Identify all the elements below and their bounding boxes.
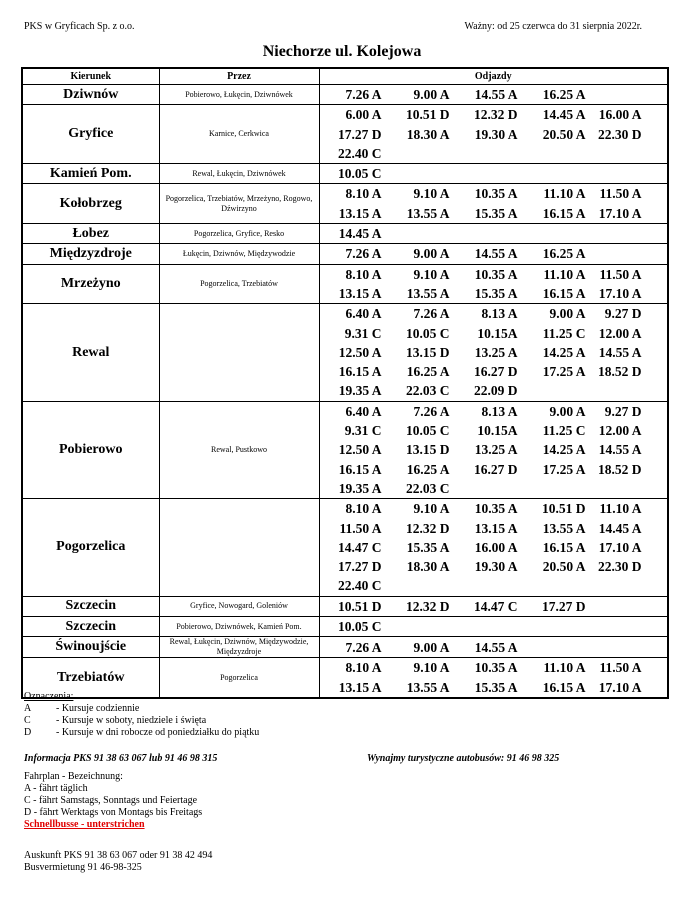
departure-time: 17.27 D — [542, 598, 586, 614]
departure-time: 9.10 A — [413, 660, 450, 676]
departure-time: 13.15 A — [474, 520, 518, 536]
departure-time: 11.10 A — [543, 186, 586, 202]
departure-time: 12.50 A — [338, 442, 382, 458]
departure-time: 14.55 A — [598, 442, 642, 458]
legend-item — [24, 715, 259, 727]
legend-code: D — [24, 727, 32, 738]
departure-time: 17.25 A — [542, 364, 586, 380]
table-row — [22, 401, 668, 498]
departure-time: 11.50 A — [599, 660, 642, 676]
direction-cell: Łobez — [22, 224, 159, 244]
table-row — [22, 637, 668, 658]
departure-time: 15.35 A — [474, 205, 518, 221]
departure-time: 22.30 D — [598, 559, 642, 575]
table-row — [22, 264, 668, 304]
departure-times — [320, 617, 668, 636]
departure-time: 12.00 A — [598, 325, 642, 341]
departure-time: 16.25 A — [542, 246, 586, 262]
departure-time: 17.25 A — [542, 461, 586, 477]
timetable-body — [22, 85, 668, 698]
via-cell — [159, 499, 319, 596]
departure-time: 11.50 A — [599, 266, 642, 282]
info-phone: Informacja PKS 91 38 63 067 lub 91 46 98 315 — [24, 753, 218, 764]
departure-time: 22.09 D — [474, 383, 518, 399]
german-item: C - fährt Samstags, Sonntags und Feiertage — [24, 795, 198, 806]
legend-text: - Kursuje codziennie — [56, 703, 140, 714]
direction-cell: Rewal — [22, 304, 159, 401]
direction-cell: Pogorzelica — [22, 499, 159, 596]
departure-time: 12.50 A — [338, 344, 382, 360]
departure-time: 11.10 A — [543, 660, 586, 676]
express-note: Schnellbusse - unterstrichen — [24, 819, 145, 830]
departure-time: 15.35 A — [406, 539, 450, 555]
direction-cell: Szczecin — [22, 617, 159, 637]
departure-time: 12.32 D — [406, 598, 450, 614]
legend-item — [24, 703, 259, 715]
departure-time: 13.15 A — [338, 285, 382, 301]
departures-cell — [319, 499, 668, 596]
direction-cell: Pobierowo — [22, 401, 159, 498]
departure-time: 9.10 A — [413, 266, 450, 282]
departure-time: 13.55 A — [406, 285, 450, 301]
german-heading: Fahrplan - Bezeichnung: — [24, 771, 123, 782]
departure-time: 9.10 A — [413, 501, 450, 517]
direction-cell: Mrzeżyno — [22, 264, 159, 304]
departure-time: 11.25 C — [542, 325, 586, 341]
german-item: A - fährt täglich — [24, 783, 88, 794]
departure-times — [320, 638, 668, 657]
departure-time: 14.55 A — [474, 639, 518, 655]
departure-time: 16.15 A — [542, 539, 586, 555]
direction-cell: Gryfice — [22, 105, 159, 164]
table-row — [22, 244, 668, 264]
table-row — [22, 224, 668, 244]
departure-time: 12.00 A — [598, 423, 642, 439]
departure-time: 6.40 A — [345, 306, 382, 322]
legend-code: C — [24, 715, 31, 726]
header-direction: Kierunek — [22, 68, 159, 85]
table-row — [22, 499, 668, 596]
departure-time: 10.51 D — [542, 501, 586, 517]
via-cell: Łukęcin, Dziwnów, Międzywodzie — [159, 244, 319, 264]
departure-time: 8.13 A — [481, 403, 518, 419]
departure-time: 16.25 A — [406, 461, 450, 477]
departure-time: 18.30 A — [406, 126, 450, 142]
via-cell: Pogorzelica, Gryfice, Resko — [159, 224, 319, 244]
departures-cell — [319, 105, 668, 164]
legend-heading: Oznaczenia: — [24, 691, 74, 702]
departure-time: 16.15 A — [338, 461, 382, 477]
departure-time: 11.25 C — [542, 423, 586, 439]
departure-time: 11.10 A — [543, 266, 586, 282]
departure-time: 7.26 A — [345, 639, 382, 655]
legend-text: - Kursuje w soboty, niedziele i święta — [56, 715, 207, 726]
via-cell: Rewal, Łukęcin, Dziwnów, Międzywodzie, Międzyzdroje — [159, 637, 319, 658]
departure-times — [320, 304, 668, 400]
departure-time: 10.51 D — [338, 598, 382, 614]
departure-time: 16.00 A — [598, 107, 642, 123]
departure-time: 16.25 A — [406, 364, 450, 380]
departure-time: 19.35 A — [338, 480, 382, 496]
departure-time: 7.26 A — [345, 246, 382, 262]
via-cell: Pobierowo, Dziwnówek, Kamień Pom. — [159, 617, 319, 637]
departure-time: 8.10 A — [345, 186, 382, 202]
departures-cell — [319, 617, 668, 637]
departure-time: 6.40 A — [345, 403, 382, 419]
departure-time: 11.10 A — [599, 501, 642, 517]
departure-time: 22.30 D — [598, 126, 642, 142]
departure-time: 11.50 A — [599, 186, 642, 202]
departure-time: 19.30 A — [474, 126, 518, 142]
departure-time: 18.30 A — [406, 559, 450, 575]
direction-cell: Dziwnów — [22, 85, 159, 105]
departure-time: 10.05 C — [406, 325, 450, 341]
direction-cell: Trzebiatów — [22, 658, 159, 698]
departure-time: 14.55 A — [598, 344, 642, 360]
departure-time: 17.10 A — [598, 679, 642, 695]
table-row — [22, 617, 668, 637]
departure-time: 17.27 D — [338, 126, 382, 142]
via-cell: Pogorzelica, Trzebiatów, Mrzeżyno, Rogowo, Dźwirzyno — [159, 184, 319, 224]
departure-time: 7.26 A — [413, 403, 450, 419]
table-row — [22, 596, 668, 616]
departure-time: 8.10 A — [345, 266, 382, 282]
departure-times — [320, 265, 668, 304]
direction-cell: Kołobrzeg — [22, 184, 159, 224]
departures-cell — [319, 401, 668, 498]
departures-cell — [319, 184, 668, 224]
departure-time: 9.27 D — [604, 403, 642, 419]
departure-time: 14.45 A — [338, 226, 382, 242]
departure-time: 9.31 C — [344, 423, 382, 439]
departures-cell — [319, 264, 668, 304]
departure-time: 13.55 A — [542, 520, 586, 536]
legend-code: A — [24, 703, 32, 714]
direction-cell: Świnoujście — [22, 637, 159, 658]
departure-time: 6.00 A — [345, 107, 382, 123]
departure-time: 8.13 A — [481, 306, 518, 322]
header-departures: Odjazdy — [319, 68, 668, 85]
departure-time: 16.15 A — [542, 205, 586, 221]
table-row — [22, 105, 668, 164]
departure-time: 12.32 D — [406, 520, 450, 536]
via-cell: Pobierowo, Łukęcin, Dziwnówek — [159, 85, 319, 105]
departure-time: 16.15 A — [338, 364, 382, 380]
departure-time: 13.25 A — [474, 442, 518, 458]
departure-time: 17.10 A — [598, 205, 642, 221]
departure-time: 15.35 A — [474, 285, 518, 301]
departure-time: 20.50 A — [542, 559, 586, 575]
departure-time: 18.52 D — [598, 461, 642, 477]
legend-item — [24, 727, 259, 739]
departure-times — [320, 402, 668, 498]
departure-time: 12.32 D — [474, 107, 518, 123]
table-header-row — [22, 68, 668, 85]
departure-time: 10.05 C — [406, 423, 450, 439]
departure-time: 19.30 A — [474, 559, 518, 575]
departure-time: 10.35 A — [474, 501, 518, 517]
departure-time: 16.15 A — [542, 679, 586, 695]
departure-times — [320, 105, 668, 163]
departures-cell — [319, 596, 668, 616]
departure-time: 13.15 D — [406, 442, 450, 458]
departure-time: 14.25 A — [542, 442, 586, 458]
departure-time: 22.03 C — [406, 480, 450, 496]
departures-cell — [319, 658, 668, 698]
departure-time: 8.10 A — [345, 501, 382, 517]
departure-times — [320, 244, 668, 263]
german-contacts — [24, 850, 212, 874]
departure-time: 17.27 D — [338, 559, 382, 575]
departure-times — [320, 658, 668, 697]
departure-time: 13.15 D — [406, 344, 450, 360]
departure-time: 7.26 A — [345, 87, 382, 102]
departure-time: 16.25 A — [542, 87, 586, 102]
table-row — [22, 304, 668, 401]
departure-time: 9.00 A — [549, 306, 586, 322]
departure-times — [320, 597, 668, 616]
departure-time: 10.15A — [477, 325, 518, 341]
departures-cell — [319, 224, 668, 244]
departure-time: 10.05 C — [338, 166, 382, 182]
departure-time: 22.40 C — [338, 578, 382, 594]
departure-times — [320, 499, 668, 595]
departure-time: 14.47 C — [474, 598, 518, 614]
departure-time: 8.10 A — [345, 660, 382, 676]
departure-times — [320, 164, 668, 183]
via-cell: Pogorzelica, Trzebiatów — [159, 264, 319, 304]
departure-time: 17.10 A — [598, 285, 642, 301]
german-item: D - fährt Werktags von Montags bis Freitags — [24, 807, 203, 818]
via-cell: Rewal, Łukęcin, Dziwnówek — [159, 164, 319, 184]
header-via: Przez — [159, 68, 319, 85]
departure-time: 17.10 A — [598, 539, 642, 555]
departure-time: 10.05 C — [338, 619, 382, 635]
page-title: Niechorze ul. Kolejowa — [262, 43, 422, 60]
departure-times — [320, 184, 668, 223]
departure-time: 13.25 A — [474, 344, 518, 360]
departure-time: 9.00 A — [413, 639, 450, 655]
departure-time: 13.55 A — [406, 679, 450, 695]
legend — [24, 691, 259, 739]
departures-cell — [319, 85, 668, 105]
contact-info: Auskunft PKS 91 38 63 067 oder 91 38 42 494 — [24, 850, 213, 861]
departure-time: 14.55 A — [474, 87, 518, 102]
direction-cell: Międzyzdroje — [22, 244, 159, 264]
departure-time: 10.35 A — [474, 660, 518, 676]
german-legend — [24, 771, 202, 831]
direction-cell: Szczecin — [22, 596, 159, 616]
via-cell: Pogorzelica — [159, 658, 319, 698]
departure-time: 13.55 A — [406, 205, 450, 221]
departure-time: 16.00 A — [474, 539, 518, 555]
departure-time: 22.03 C — [406, 383, 450, 399]
departures-cell — [319, 164, 668, 184]
departure-time: 22.40 C — [338, 145, 382, 161]
via-cell: Karnice, Cerkwica — [159, 105, 319, 164]
departure-time: 14.25 A — [542, 344, 586, 360]
departure-time: 9.31 C — [344, 325, 382, 341]
departures-cell — [319, 244, 668, 264]
departure-time: 13.15 A — [338, 205, 382, 221]
departure-times — [320, 85, 668, 104]
departure-time: 9.00 A — [549, 403, 586, 419]
validity-period: Ważny: od 25 czerwca do 31 sierpnia 2022r. — [464, 21, 642, 32]
table-row — [22, 184, 668, 224]
departure-time: 10.51 D — [406, 107, 450, 123]
departure-time: 18.52 D — [598, 364, 642, 380]
table-row — [22, 85, 668, 105]
via-cell: Gryfice, Nowogard, Goleniów — [159, 596, 319, 616]
departure-time: 9.00 A — [413, 87, 450, 102]
departure-time: 9.10 A — [413, 186, 450, 202]
departure-time: 14.55 A — [474, 246, 518, 262]
departure-time: 7.26 A — [413, 306, 450, 322]
departure-time: 10.35 A — [474, 266, 518, 282]
departure-time: 16.27 D — [474, 364, 518, 380]
departures-cell — [319, 304, 668, 401]
timetable — [21, 67, 669, 699]
departure-time: 10.15A — [477, 423, 518, 439]
departure-time: 20.50 A — [542, 126, 586, 142]
table-row — [22, 164, 668, 184]
departure-time: 19.35 A — [338, 383, 382, 399]
departure-time: 15.35 A — [474, 679, 518, 695]
departure-time: 14.47 C — [338, 539, 382, 555]
departure-time: 9.27 D — [604, 306, 642, 322]
via-cell: Rewal, Pustkowo — [159, 401, 319, 498]
departure-time: 14.45 A — [542, 107, 586, 123]
rental-contact: Busvermietung 91 46-98-325 — [24, 862, 142, 873]
direction-cell: Kamień Pom. — [22, 164, 159, 184]
departure-time: 16.27 D — [474, 461, 518, 477]
departure-time: 13.15 A — [338, 679, 382, 695]
departure-time: 11.50 A — [339, 520, 382, 536]
via-cell — [159, 304, 319, 401]
departure-time: 14.45 A — [598, 520, 642, 536]
departure-times — [320, 224, 668, 243]
legend-text: - Kursuje w dni robocze od poniedziałku do piątku — [56, 727, 260, 738]
departure-time: 16.15 A — [542, 285, 586, 301]
departure-time: 9.00 A — [413, 246, 450, 262]
departures-cell — [319, 637, 668, 658]
company-name: PKS w Gryficach Sp. z o.o. — [24, 21, 135, 32]
departure-time: 10.35 A — [474, 186, 518, 202]
info-rental: Wynajmy turystyczne autobusów: 91 46 98 325 — [367, 753, 560, 764]
